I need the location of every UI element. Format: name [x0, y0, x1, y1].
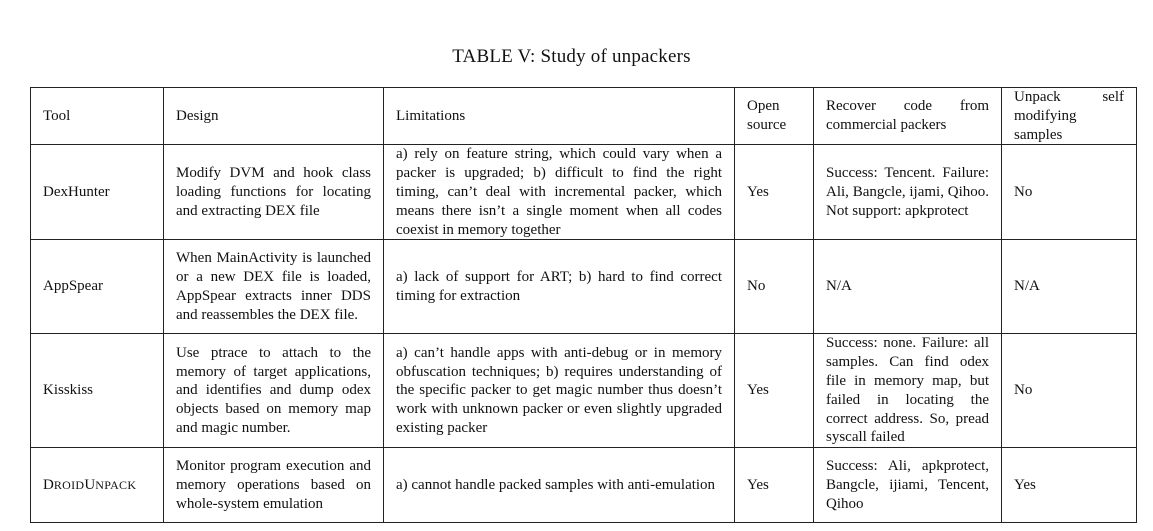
header-limitations: Limitations [384, 88, 735, 145]
cell-limitations: a) cannot handle packed samples with anti-emulation [384, 448, 735, 523]
cell-recover: N/A [814, 240, 1002, 334]
cell-recover: Success: Tencent. Failure: Ali, Bangcle, ijami, Qihoo. Not support: apkprotect [814, 145, 1002, 240]
cell-design: Use ptrace to attach to the memory of target applications, and identifies and dump odex objects based on memory map and magic number. [164, 334, 384, 448]
table-row-dexhunter [31, 145, 1137, 240]
cell-limitations: a) lack of support for ART; b) hard to find correct timing for extraction [384, 240, 735, 334]
cell-limitations: a) can’t handle apps with anti-debug or in memory obfuscation techniques; b) requires understanding of the specific packer to get magic number thus doesn’t work with unknown packer or even slightly upgraded existing packer [384, 334, 735, 448]
cell-design: Modify DVM and hook class loading functions for locating and extracting DEX file [164, 145, 384, 240]
cell-recover: Success: Ali, apkprotect, Bangcle, ijiami, Tencent, Qihoo [814, 448, 1002, 523]
cell-open-source: Yes [735, 448, 814, 523]
header-unpack: Unpack self modifying samples [1002, 88, 1137, 145]
header-open-source: Open source [735, 88, 814, 145]
tool-smallcap-u: U [84, 476, 96, 493]
table-row-kisskiss [31, 334, 1137, 448]
tool-smallcap-d: D [43, 476, 54, 493]
header-design: Design [164, 88, 384, 145]
header-tool: Tool [31, 88, 164, 145]
unpackers-table [30, 87, 1137, 523]
cell-unpack: No [1002, 334, 1137, 448]
cell-design: Monitor program execution and memory operations based on whole-system emulation [164, 448, 384, 523]
cell-open-source: No [735, 240, 814, 334]
cell-tool: AppSpear [31, 240, 164, 334]
cell-recover: Success: none. Failure: all samples. Can find odex file in memory map, but failed in locating the correct address. So, pread syscall failed [814, 334, 1002, 448]
header-recover: Recover code from commercial packers [814, 88, 1002, 145]
cell-tool: DexHunter [31, 145, 164, 240]
cell-open-source: Yes [735, 145, 814, 240]
tool-smallcap-roid: ROID [53, 477, 85, 492]
table-caption: TABLE V: Study of unpackers [452, 46, 691, 67]
cell-unpack: No [1002, 145, 1137, 240]
table-row-appspear [31, 240, 1137, 334]
cell-unpack: Yes [1002, 448, 1137, 523]
unpackers-table-container [30, 87, 1136, 523]
cell-tool [31, 448, 164, 523]
tool-smallcap-npack: NPACK [95, 477, 137, 492]
cell-tool: Kisskiss [31, 334, 164, 448]
cell-design: When MainActivity is launched or a new DEX file is loaded, AppSpear extracts inner DDS and reassembles the DEX file. [164, 240, 384, 334]
table-header-row [31, 88, 1137, 145]
cell-unpack: N/A [1002, 240, 1137, 334]
table-row-droidunpack [31, 448, 1137, 523]
cell-open-source: Yes [735, 334, 814, 448]
cell-limitations: a) rely on feature string, which could vary when a packer is upgraded; b) difficult to find the right timing, can’t deal with incremental packer, which means there isn’t a single moment when all codes coexist in memory together [384, 145, 735, 240]
